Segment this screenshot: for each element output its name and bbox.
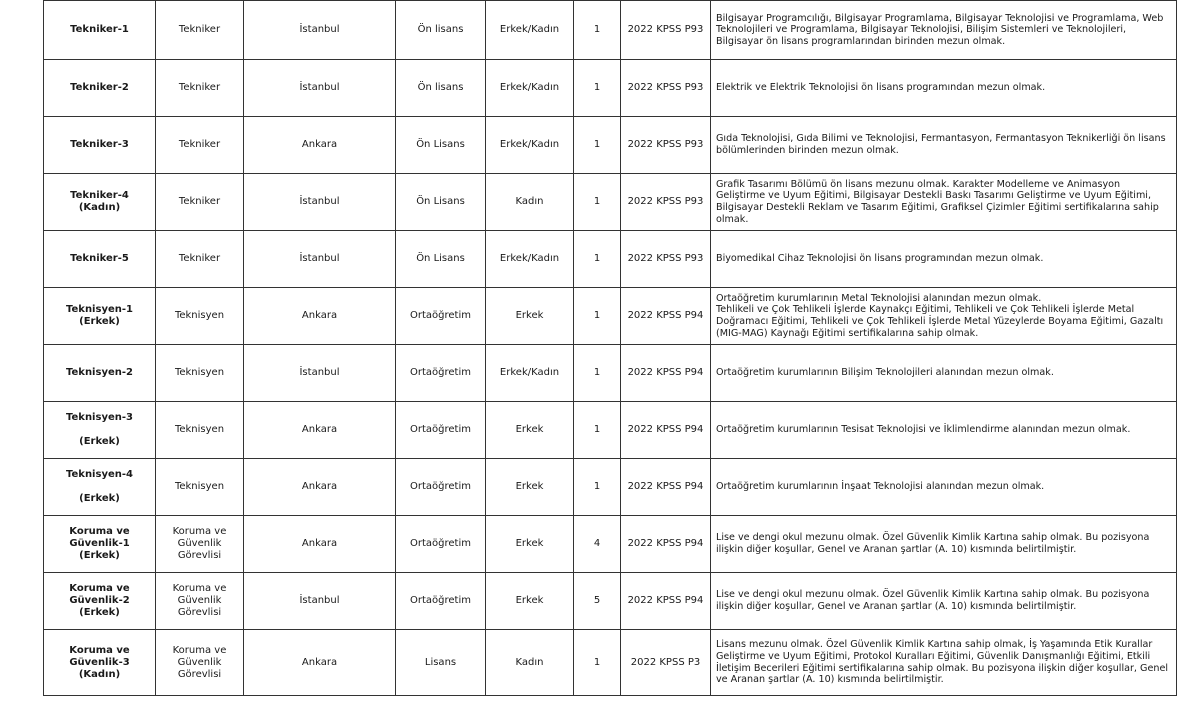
requirement-cell: Gıda Teknolojisi, Gıda Bilimi ve Teknolojisi, Fermantasyon, Fermantasyon Teknikerliği ön lisans bölümlerinden birinden mezun olmak. xyxy=(711,117,1177,174)
exam-score-type-cell: 2022 KPSS P93 xyxy=(621,231,711,288)
job-title-cell: Koruma ve Güvenlik Görevlisi xyxy=(156,573,244,630)
city-cell: Ankara xyxy=(244,288,396,345)
job-title-cell: Tekniker xyxy=(156,231,244,288)
exam-score-type-cell: 2022 KPSS P94 xyxy=(621,288,711,345)
table-row xyxy=(44,231,1177,288)
city-cell: İstanbul xyxy=(244,174,396,231)
education-level-cell: Ortaöğretim xyxy=(396,516,486,573)
requirement-cell: Ortaöğretim kurumlarının Metal Teknolojisi alanından mezun olmak. Tehlikeli ve Çok Tehlikeli İşlerde Kaynakçı Eğitimi, Tehlikeli ve Çok Tehlikeli İşlerde Metal Doğramacı Eğitimi, Tehlikeli ve Çok Tehlikeli İşlerde Metal Yüzeylerde Boyama Eğitimi, Gazaltı (MIG-MAG) Kaynağı Eğitimi sertifikalarına sahip olmak. xyxy=(711,288,1177,345)
job-title-cell: Teknisyen xyxy=(156,459,244,516)
gender-cell: Erkek xyxy=(486,573,574,630)
requirement-cell: Grafik Tasarımı Bölümü ön lisans mezunu olmak. Karakter Modelleme ve Animasyon Geliştirme ve Uyum Eğitimi, Bilgisayar Destekli Baskı Tasarımı Geliştirme ve Uyum Eğitimi, Bilgisayar Destekli Reklam ve Tasarım Eğitimi, Grafiksel Çizimler Eğitimi sertifikalarına sahip olmak. xyxy=(711,174,1177,231)
education-level-cell: Lisans xyxy=(396,630,486,696)
job-title-cell: Teknisyen xyxy=(156,345,244,402)
gender-cell: Erkek/Kadın xyxy=(486,1,574,60)
requirement-cell: Ortaöğretim kurumlarının Bilişim Teknolojileri alanından mezun olmak. xyxy=(711,345,1177,402)
exam-score-type-cell: 2022 KPSS P93 xyxy=(621,60,711,117)
requirement-cell: Biyomedikal Cihaz Teknolojisi ön lisans programından mezun olmak. xyxy=(711,231,1177,288)
city-cell: Ankara xyxy=(244,459,396,516)
position-code-cell: Koruma ve Güvenlik-1 (Erkek) xyxy=(44,516,156,573)
quota-count-cell: 1 xyxy=(574,402,621,459)
position-code-cell: Teknisyen-4 (Erkek) xyxy=(44,459,156,516)
job-title-cell: Koruma ve Güvenlik Görevlisi xyxy=(156,630,244,696)
table-row xyxy=(44,117,1177,174)
gender-cell: Erkek/Kadın xyxy=(486,231,574,288)
education-level-cell: Ortaöğretim xyxy=(396,459,486,516)
education-level-cell: Ortaöğretim xyxy=(396,402,486,459)
gender-cell: Erkek xyxy=(486,459,574,516)
education-level-cell: Ön Lisans xyxy=(396,231,486,288)
education-level-cell: Ön Lisans xyxy=(396,117,486,174)
table-row xyxy=(44,345,1177,402)
position-code-cell: Tekniker-1 xyxy=(44,1,156,60)
quota-count-cell: 4 xyxy=(574,516,621,573)
city-cell: İstanbul xyxy=(244,345,396,402)
city-cell: Ankara xyxy=(244,516,396,573)
city-cell: Ankara xyxy=(244,630,396,696)
education-level-cell: Ön lisans xyxy=(396,60,486,117)
position-code-cell: Teknisyen-1 (Erkek) xyxy=(44,288,156,345)
city-cell: İstanbul xyxy=(244,231,396,288)
table-row xyxy=(44,573,1177,630)
job-title-cell: Tekniker xyxy=(156,1,244,60)
city-cell: İstanbul xyxy=(244,573,396,630)
gender-cell: Kadın xyxy=(486,630,574,696)
table-row xyxy=(44,60,1177,117)
gender-cell: Erkek/Kadın xyxy=(486,345,574,402)
requirement-cell: Lisans mezunu olmak. Özel Güvenlik Kimlik Kartına sahip olmak, İş Yaşamında Etik Kurallar Geliştirme ve Uyum Eğitimi, Protokol Kuralları Eğitimi, Güvenlik Danışmanlığı Eğitimi, Etkili İletişim Becerileri Eğitimi sertifikalarına sahip olmak. Bu pozisyona ilişkin diğer koşullar, Genel ve Aranan şartlar (A. 10) kısmında belirtilmiştir. xyxy=(711,630,1177,696)
quota-count-cell: 1 xyxy=(574,630,621,696)
city-cell: Ankara xyxy=(244,117,396,174)
job-title-cell: Tekniker xyxy=(156,60,244,117)
job-title-cell: Tekniker xyxy=(156,174,244,231)
table-row xyxy=(44,459,1177,516)
position-code-cell: Tekniker-5 xyxy=(44,231,156,288)
education-level-cell: Ortaöğretim xyxy=(396,288,486,345)
quota-count-cell: 5 xyxy=(574,573,621,630)
job-title-cell: Tekniker xyxy=(156,117,244,174)
exam-score-type-cell: 2022 KPSS P3 xyxy=(621,630,711,696)
position-code-cell: Tekniker-2 xyxy=(44,60,156,117)
position-code-cell: Koruma ve Güvenlik-2 (Erkek) xyxy=(44,573,156,630)
table-row xyxy=(44,1,1177,60)
table-row xyxy=(44,630,1177,696)
requirement-cell: Bilgisayar Programcılığı, Bilgisayar Programlama, Bilgisayar Teknolojisi ve Programlama, Web Teknolojileri ve Programlama, Bilgisayar Teknolojisi, Bilişim Sistemleri ve Teknolojileri, Bilgisayar ön lisans programlarından birinden mezun olmak. xyxy=(711,1,1177,60)
position-code-cell: Teknisyen-3 (Erkek) xyxy=(44,402,156,459)
quota-count-cell: 1 xyxy=(574,345,621,402)
city-cell: Ankara xyxy=(244,402,396,459)
table-row xyxy=(44,516,1177,573)
quota-count-cell: 1 xyxy=(574,1,621,60)
city-cell: İstanbul xyxy=(244,1,396,60)
education-level-cell: Ortaöğretim xyxy=(396,345,486,402)
exam-score-type-cell: 2022 KPSS P94 xyxy=(621,345,711,402)
education-level-cell: Ortaöğretim xyxy=(396,573,486,630)
requirement-cell: Lise ve dengi okul mezunu olmak. Özel Güvenlik Kimlik Kartına sahip olmak. Bu pozisyona ilişkin diğer koşullar, Genel ve Aranan şartlar (A. 10) kısmında belirtilmiştir. xyxy=(711,516,1177,573)
position-code-cell: Tekniker-4 (Kadın) xyxy=(44,174,156,231)
job-title-cell: Teknisyen xyxy=(156,288,244,345)
exam-score-type-cell: 2022 KPSS P94 xyxy=(621,573,711,630)
gender-cell: Erkek/Kadın xyxy=(486,117,574,174)
table-row xyxy=(44,402,1177,459)
job-title-cell: Teknisyen xyxy=(156,402,244,459)
requirement-cell: Elektrik ve Elektrik Teknolojisi ön lisans programından mezun olmak. xyxy=(711,60,1177,117)
position-code-cell: Tekniker-3 xyxy=(44,117,156,174)
table-row xyxy=(44,174,1177,231)
position-table-wrapper xyxy=(43,0,1177,696)
requirement-cell: Ortaöğretim kurumlarının Tesisat Teknolojisi ve İklimlendirme alanından mezun olmak. xyxy=(711,402,1177,459)
city-cell: İstanbul xyxy=(244,60,396,117)
exam-score-type-cell: 2022 KPSS P94 xyxy=(621,402,711,459)
gender-cell: Erkek xyxy=(486,288,574,345)
exam-score-type-cell: 2022 KPSS P93 xyxy=(621,174,711,231)
quota-count-cell: 1 xyxy=(574,288,621,345)
gender-cell: Kadın xyxy=(486,174,574,231)
position-code-cell: Koruma ve Güvenlik-3 (Kadın) xyxy=(44,630,156,696)
education-level-cell: Ön lisans xyxy=(396,1,486,60)
table-body xyxy=(44,1,1177,696)
quota-count-cell: 1 xyxy=(574,174,621,231)
quota-count-cell: 1 xyxy=(574,117,621,174)
job-title-cell: Koruma ve Güvenlik Görevlisi xyxy=(156,516,244,573)
table-row xyxy=(44,288,1177,345)
position-code-cell: Teknisyen-2 xyxy=(44,345,156,402)
gender-cell: Erkek/Kadın xyxy=(486,60,574,117)
quota-count-cell: 1 xyxy=(574,459,621,516)
requirement-cell: Ortaöğretim kurumlarının İnşaat Teknolojisi alanından mezun olmak. xyxy=(711,459,1177,516)
exam-score-type-cell: 2022 KPSS P94 xyxy=(621,459,711,516)
gender-cell: Erkek xyxy=(486,516,574,573)
position-table xyxy=(43,0,1177,696)
exam-score-type-cell: 2022 KPSS P93 xyxy=(621,117,711,174)
exam-score-type-cell: 2022 KPSS P93 xyxy=(621,1,711,60)
education-level-cell: Ön Lisans xyxy=(396,174,486,231)
gender-cell: Erkek xyxy=(486,402,574,459)
requirement-cell: Lise ve dengi okul mezunu olmak. Özel Güvenlik Kimlik Kartına sahip olmak. Bu pozisyona ilişkin diğer koşullar, Genel ve Aranan şartlar (A. 10) kısmında belirtilmiştir. xyxy=(711,573,1177,630)
quota-count-cell: 1 xyxy=(574,60,621,117)
exam-score-type-cell: 2022 KPSS P94 xyxy=(621,516,711,573)
quota-count-cell: 1 xyxy=(574,231,621,288)
